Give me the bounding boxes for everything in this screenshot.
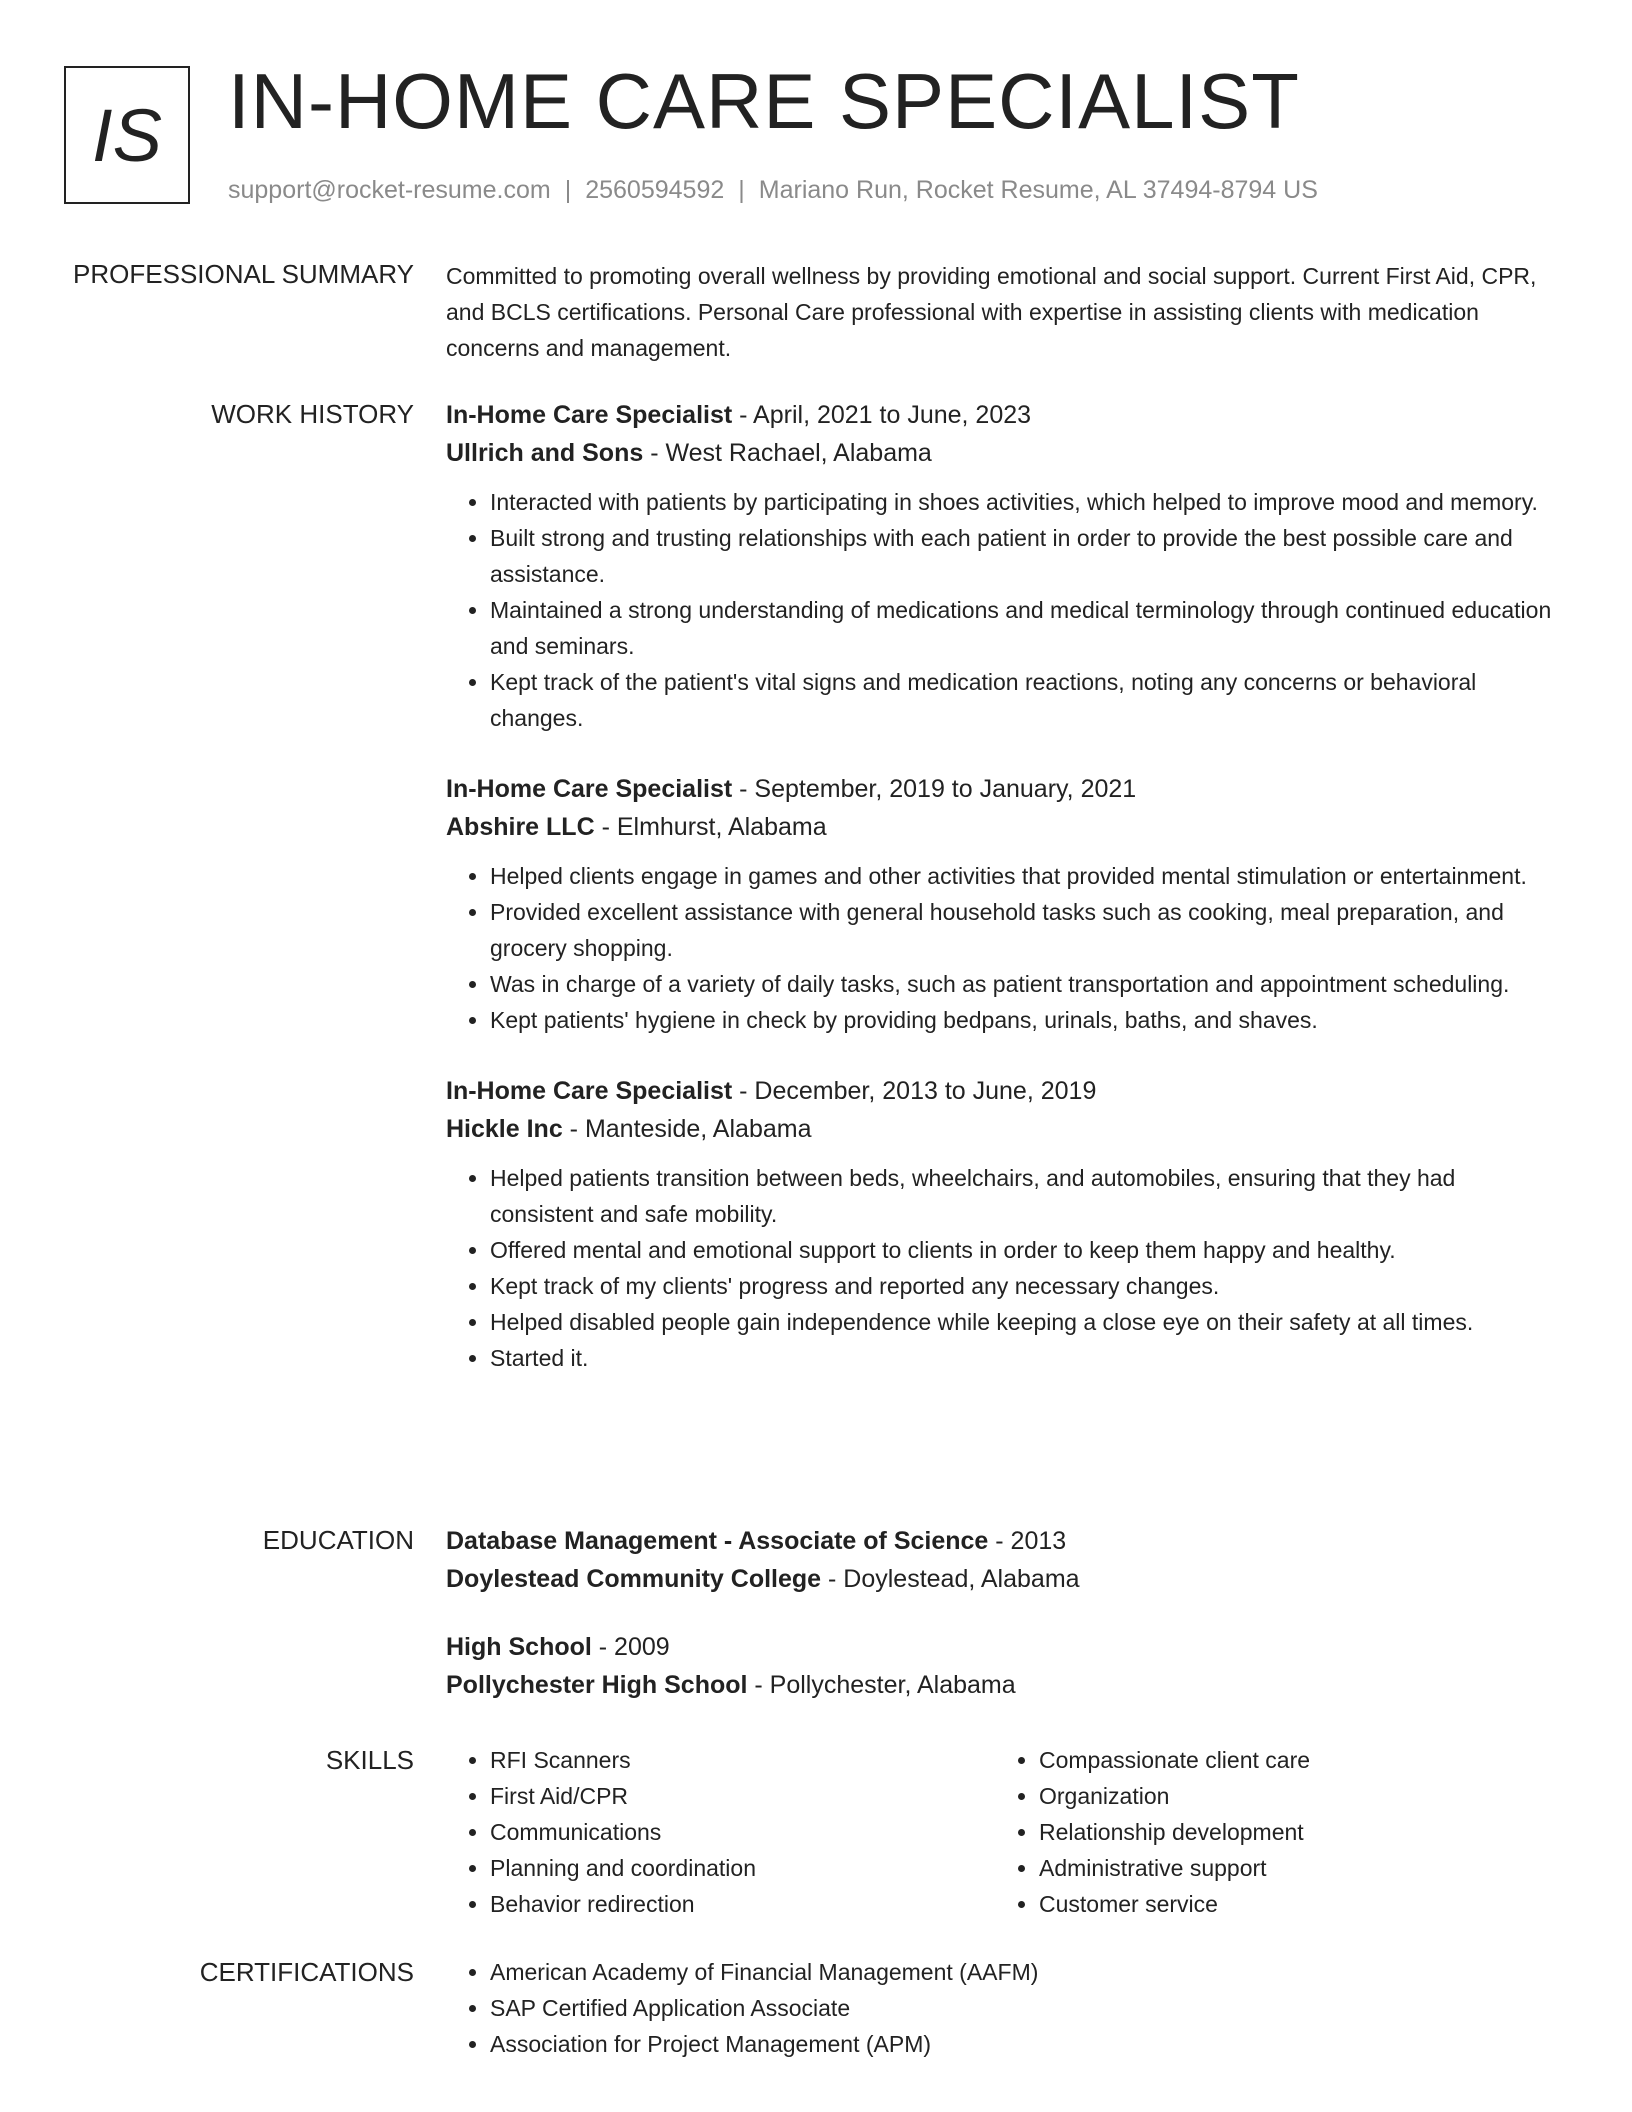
contact-line bbox=[228, 174, 1318, 206]
job-bullets bbox=[446, 1160, 1564, 1376]
skills-body bbox=[446, 1742, 1564, 1922]
section-title-work-history: WORK HISTORY bbox=[211, 399, 414, 429]
skill-item: • Administrative support bbox=[1039, 1850, 1544, 1886]
education-degree-line bbox=[446, 1522, 1564, 1560]
job-bullet: • Interacted with patients by participating in shoes activities, which helped to improve mood and memory. bbox=[490, 484, 1564, 520]
skills-column-right bbox=[995, 1742, 1544, 1922]
contact-email[interactable]: support@rocket-resume.com bbox=[228, 176, 551, 204]
job-location: - Elmhurst, Alabama bbox=[594, 813, 827, 841]
skills-grid bbox=[446, 1742, 1564, 1922]
summary-text: Committed to promoting overall wellness by providing emotional and social support. Current First Aid, CPR, and BCLS certifications. Personal Care professional with expertise in assisting clients with medication concerns and management. bbox=[446, 263, 1537, 361]
job-location: - Manteside, Alabama bbox=[562, 1115, 812, 1143]
job-company-line bbox=[446, 808, 1564, 846]
job-bullet: • Offered mental and emotional support to clients in order to keep them happy and healthy. bbox=[490, 1232, 1564, 1268]
education-school-line bbox=[446, 1560, 1564, 1598]
job-bullets bbox=[446, 858, 1564, 1038]
job-role-line bbox=[446, 396, 1564, 434]
skills-column-left bbox=[446, 1742, 995, 1922]
skill-item: • Communications bbox=[490, 1814, 995, 1850]
monogram-badge: IS bbox=[64, 66, 190, 204]
job-entry bbox=[446, 1072, 1564, 1376]
job-bullet: • Helped disabled people gain independence while keeping a close eye on their safety at all times. bbox=[490, 1304, 1564, 1340]
job-bullet: • Helped patients transition between beds, wheelchairs, and automobiles, ensuring that they had consistent and safe mobility. bbox=[490, 1160, 1564, 1232]
education-degree: Database Management - Associate of Science bbox=[446, 1527, 989, 1555]
job-bullet: • Kept track of the patient's vital signs and medication reactions, noting any concerns or behavioral changes. bbox=[490, 664, 1564, 736]
education-school: Doylestead Community College bbox=[446, 1565, 822, 1593]
job-company: Hickle Inc bbox=[446, 1115, 563, 1143]
education-degree: High School bbox=[446, 1633, 592, 1661]
summary-body bbox=[446, 258, 1564, 366]
certifications-body bbox=[446, 1954, 1564, 2062]
job-location: - West Rachael, Alabama bbox=[643, 439, 932, 467]
job-bullet: • Started it. bbox=[490, 1340, 1564, 1376]
job-bullet: • Maintained a strong understanding of medications and medical terminology through continued education and seminars. bbox=[490, 592, 1564, 664]
contact-separator: | bbox=[564, 176, 572, 204]
resume-header bbox=[0, 0, 1632, 230]
skill-item: • RFI Scanners bbox=[490, 1742, 995, 1778]
job-role-line bbox=[446, 770, 1564, 808]
contact-phone: 2560594592 bbox=[585, 176, 725, 204]
job-dates: - December, 2013 to June, 2019 bbox=[732, 1077, 1097, 1105]
section-title-summary: PROFESSIONAL SUMMARY bbox=[73, 259, 414, 289]
education-entry bbox=[446, 1522, 1564, 1598]
section-title-skills: SKILLS bbox=[325, 1745, 414, 1775]
job-company-line bbox=[446, 434, 1564, 472]
contact-separator: | bbox=[738, 176, 745, 204]
education-location: - Pollychester, Alabama bbox=[747, 1671, 1016, 1699]
skill-item: • Planning and coordination bbox=[490, 1850, 995, 1886]
certification-item: • American Academy of Financial Management (AAFM) bbox=[490, 1954, 1564, 1990]
skill-item: • Compassionate client care bbox=[1039, 1742, 1544, 1778]
education-degree-line bbox=[446, 1628, 1564, 1666]
job-bullet: • Was in charge of a variety of daily tasks, such as patient transportation and appointment scheduling. bbox=[490, 966, 1564, 1002]
job-dates: - September, 2019 to January, 2021 bbox=[732, 775, 1137, 803]
contact-address: Mariano Run, Rocket Resume, AL 37494-8794 US bbox=[758, 176, 1318, 204]
job-company-line bbox=[446, 1110, 1564, 1148]
skill-item: • Customer service bbox=[1039, 1886, 1544, 1922]
certification-item: • SAP Certified Application Associate bbox=[490, 1990, 1564, 2026]
job-entry bbox=[446, 396, 1564, 736]
skill-item: • First Aid/CPR bbox=[490, 1778, 995, 1814]
job-company: Abshire LLC bbox=[446, 813, 595, 841]
job-bullet: • Kept track of my clients' progress and reported any necessary changes. bbox=[490, 1268, 1564, 1304]
education-entry bbox=[446, 1628, 1564, 1704]
work-history-body bbox=[446, 396, 1564, 1410]
education-school: Pollychester High School bbox=[446, 1671, 748, 1699]
certification-item: • Association for Project Management (APM) bbox=[490, 2026, 1564, 2062]
certifications-list bbox=[446, 1954, 1564, 2062]
section-title-education: EDUCATION bbox=[262, 1525, 414, 1555]
skill-item: • Behavior redirection bbox=[490, 1886, 995, 1922]
job-bullet: • Helped clients engage in games and other activities that provided mental stimulation or entertainment. bbox=[490, 858, 1564, 894]
job-bullets bbox=[446, 484, 1564, 736]
education-school-line bbox=[446, 1666, 1564, 1704]
skill-item: • Organization bbox=[1039, 1778, 1544, 1814]
job-role: In-Home Care Specialist bbox=[446, 401, 733, 429]
education-location: - Doylestead, Alabama bbox=[821, 1565, 1080, 1593]
resume-title: IN-HOME CARE SPECIALIST bbox=[228, 57, 1300, 145]
job-bullet: • Kept patients' hygiene in check by providing bedpans, urinals, baths, and shaves. bbox=[490, 1002, 1564, 1038]
job-role: In-Home Care Specialist bbox=[446, 1077, 733, 1105]
education-year: - 2013 bbox=[988, 1527, 1067, 1555]
job-bullet: • Built strong and trusting relationships with each patient in order to provide the best possible care and assistance. bbox=[490, 520, 1564, 592]
job-entry bbox=[446, 770, 1564, 1038]
education-body bbox=[446, 1522, 1564, 1734]
job-dates: - April, 2021 to June, 2023 bbox=[732, 401, 1032, 429]
job-role-line bbox=[446, 1072, 1564, 1110]
section-title-certifications: CERTIFICATIONS bbox=[199, 1957, 414, 1987]
skill-item: • Relationship development bbox=[1039, 1814, 1544, 1850]
job-role: In-Home Care Specialist bbox=[446, 775, 733, 803]
job-company: Ullrich and Sons bbox=[446, 439, 644, 467]
education-year: - 2009 bbox=[591, 1633, 670, 1661]
job-bullet: • Provided excellent assistance with general household tasks such as cooking, meal preparation, and grocery shopping. bbox=[490, 894, 1564, 966]
